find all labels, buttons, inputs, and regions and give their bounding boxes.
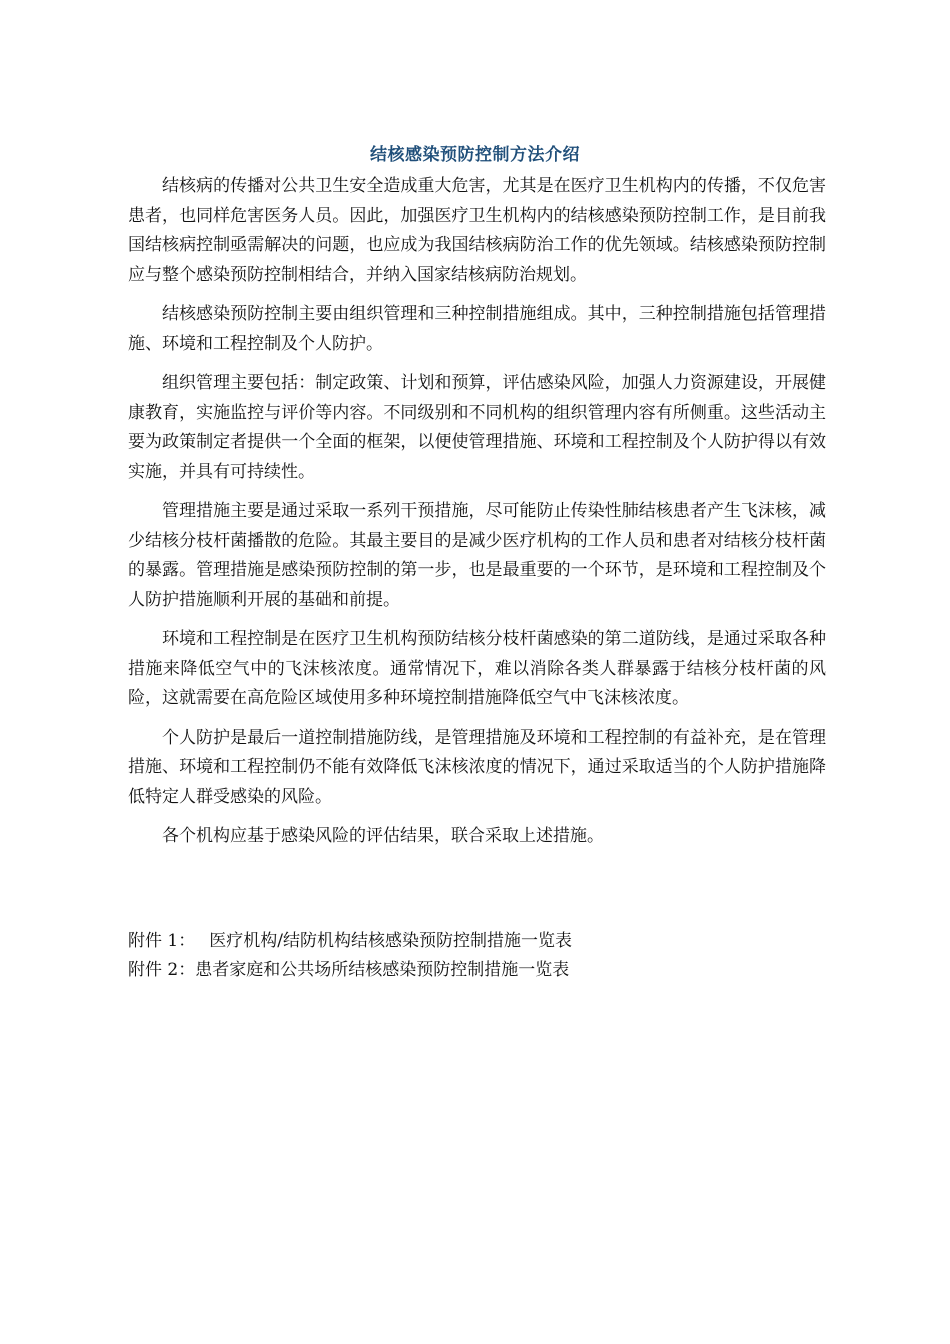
attachment-1-text: 医疗机构/结防机构结核感染预防控制措施一览表 <box>209 931 572 951</box>
paragraph-6: 个人防护是最后一道控制措施防线，是管理措施及环境和工程控制的有益补充，是在管理措施、环境和工程控制仍不能有效降低飞沫核浓度的情况下，通过采取适当的个人防护措施降低特定人群受感染的风险。 <box>128 727 826 807</box>
paragraph-2: 结核感染预防控制主要由组织管理和三种控制措施组成。其中，三种控制措施包括管理措施、环境和工程控制及个人防护。 <box>128 304 826 354</box>
document-title: 结核感染预防控制方法介绍 <box>370 145 580 165</box>
attachment-2 <box>128 956 826 985</box>
document-body <box>128 172 826 862</box>
paragraph-7: 各个机构应基于感染风险的评估结果，联合采取上述措施。 <box>162 826 604 846</box>
paragraph-4: 管理措施主要是通过采取一系列干预措施，尽可能防止传染性肺结核患者产生飞沫核，减少结核分枝杆菌播散的危险。其最主要目的是减少医疗机构的工作人员和患者对结核分枝杆菌的暴露。管理措施是感染预防控制的第一步，也是最重要的一个环节，是环境和工程控制及个人防护措施顺利开展的基础和前提。 <box>128 501 826 610</box>
attachment-2-label: 附件 2： <box>128 960 196 980</box>
paragraph-1: 结核病的传播对公共卫生安全造成重大危害，尤其是在医疗卫生机构内的传播，不仅危害患者，也同样危害医务人员。因此，加强医疗卫生机构内的结核感染预防控制工作，是目前我国结核病控制亟需解决的问题，也应成为我国结核病防治工作的优先领域。结核感染预防控制应与整个感染预防控制相结合，并纳入国家结核病防治规划。 <box>128 176 826 285</box>
attachment-list <box>128 927 826 985</box>
paragraph-3: 组织管理主要包括：制定政策、计划和预算，评估感染风险，加强人力资源建设，开展健康教育，实施监控与评价等内容。不同级别和不同机构的组织管理内容有所侧重。这些活动主要为政策制定者提供一个全面的框架，以便使管理措施、环境和工程控制及个人防护得以有效实施，并具有可持续性。 <box>128 373 826 482</box>
attachment-2-text: 患者家庭和公共场所结核感染预防控制措施一览表 <box>195 960 570 980</box>
attachment-1 <box>128 927 826 956</box>
attachment-1-label: 附件 1： <box>128 931 196 951</box>
paragraph-5: 环境和工程控制是在医疗卫生机构预防结核分枝杆菌感染的第二道防线，是通过采取各种措施来降低空气中的飞沫核浓度。通常情况下，难以消除各类人群暴露于结核分枝杆菌的风险，这就需要在高危险区域使用多种环境控制措施降低空气中飞沫核浓度。 <box>128 629 826 708</box>
